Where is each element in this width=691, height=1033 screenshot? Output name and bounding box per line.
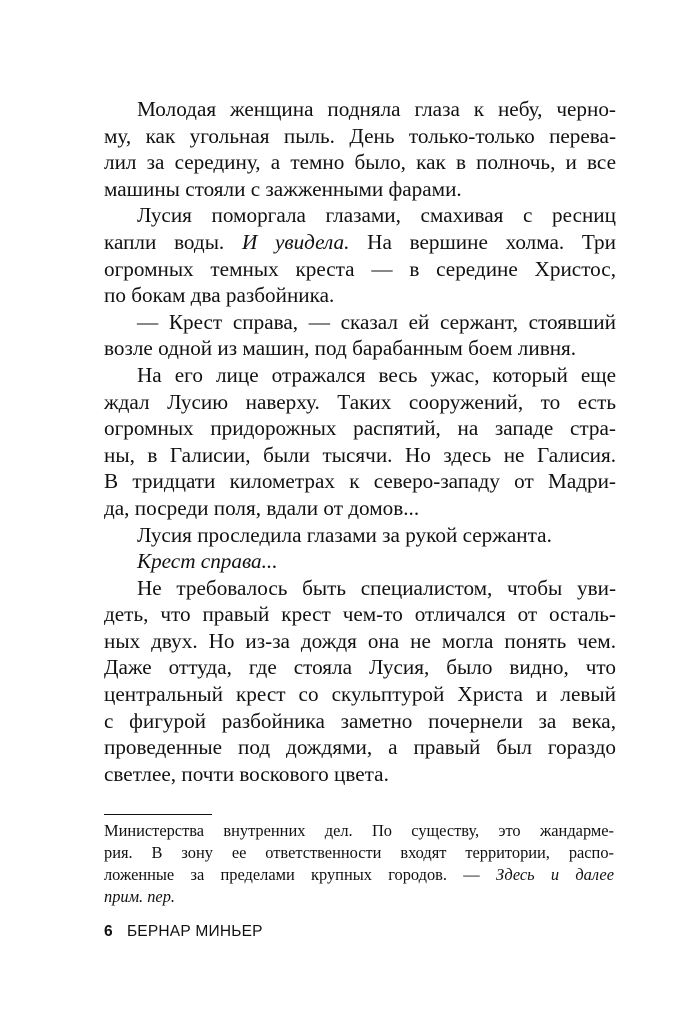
- text-line: На его лице отражался весь ужас, который еще: [137, 362, 616, 387]
- footnote: [104, 820, 614, 908]
- footnote-line: [104, 886, 614, 908]
- footnote-line: рия. В зону ее ответственности входят территории, распо-: [104, 843, 614, 862]
- text-line: светлее, почти воскового цвета.: [104, 761, 389, 786]
- text-line: огромных придорожных распятий, на западе стра-: [104, 416, 616, 441]
- text-line: му, как угольная пыль. День только-только перева-: [104, 123, 616, 148]
- italic-text: Крест справа...: [137, 549, 278, 574]
- text-segment: капли воды.: [104, 229, 242, 254]
- footnote-line: Министерства внутренних дел. По существу, это жандарме-: [104, 821, 614, 840]
- text-line: Лусия проследила глазами за рукой сержанта.: [137, 522, 552, 547]
- italic-text: Здесь и далее: [496, 865, 614, 884]
- text-line: огромных темных креста — в середине Христос,: [104, 256, 616, 281]
- footnote-line: [104, 864, 614, 886]
- text-line: ных двух. Но из-за дождя она не могла понять чем.: [104, 628, 616, 653]
- text-line: с фигурой разбойника заметно почернели за века,: [104, 708, 616, 733]
- text-segment: На вершине холма. Три: [349, 229, 616, 254]
- text-line: деть, что правый крест чем-то отличался от осталь-: [104, 602, 616, 627]
- text-line: ны, в Галисии, были тысячи. Но здесь не Галисия.: [104, 442, 616, 467]
- text-line: по бокам два разбойника.: [104, 283, 335, 308]
- text-line: Не требовалось быть специалистом, чтобы уви-: [137, 575, 616, 600]
- text-line: — Крест справа, — сказал ей сержант, стоявший: [137, 309, 616, 334]
- running-title: БЕРНАР МИНЬЕР: [126, 923, 263, 940]
- text-line: проведенные под дождями, а правый был гораздо: [104, 735, 616, 760]
- text-segment: ложенные за пределами крупных городов. —: [104, 865, 496, 884]
- text-line: ждал Лусию наверху. Таких сооружений, то есть: [104, 389, 616, 414]
- text-line: В тридцати километрах к северо-западу от Мадри-: [104, 469, 616, 494]
- text-line: лил за середину, а темно было, как в полночь, и все: [104, 150, 616, 175]
- text-line: Даже оттуда, где стояла Лусия, было видно, что: [104, 655, 616, 680]
- text-line: возле одной из машин, под барабанным боем ливня.: [104, 336, 577, 361]
- text-line: [104, 229, 616, 256]
- running-footer: [104, 922, 263, 942]
- italic-text: И увидела.: [241, 229, 350, 254]
- body-text: [104, 96, 616, 787]
- italic-text: прим. пер.: [104, 887, 176, 906]
- text-line: да, посреди поля, вдали от домов...: [104, 495, 420, 520]
- text-line: центральный крест со скульптурой Христа и левый: [104, 682, 616, 707]
- footnote-divider: [104, 814, 212, 815]
- page-number: 6: [104, 923, 113, 940]
- text-line: [104, 548, 616, 575]
- text-line: Лусия поморгала глазами, смахивая с ресниц: [137, 203, 616, 228]
- text-line: машины стояли с зажженными фарами.: [104, 176, 462, 201]
- text-line: Молодая женщина подняла глаза к небу, черно-: [137, 97, 616, 121]
